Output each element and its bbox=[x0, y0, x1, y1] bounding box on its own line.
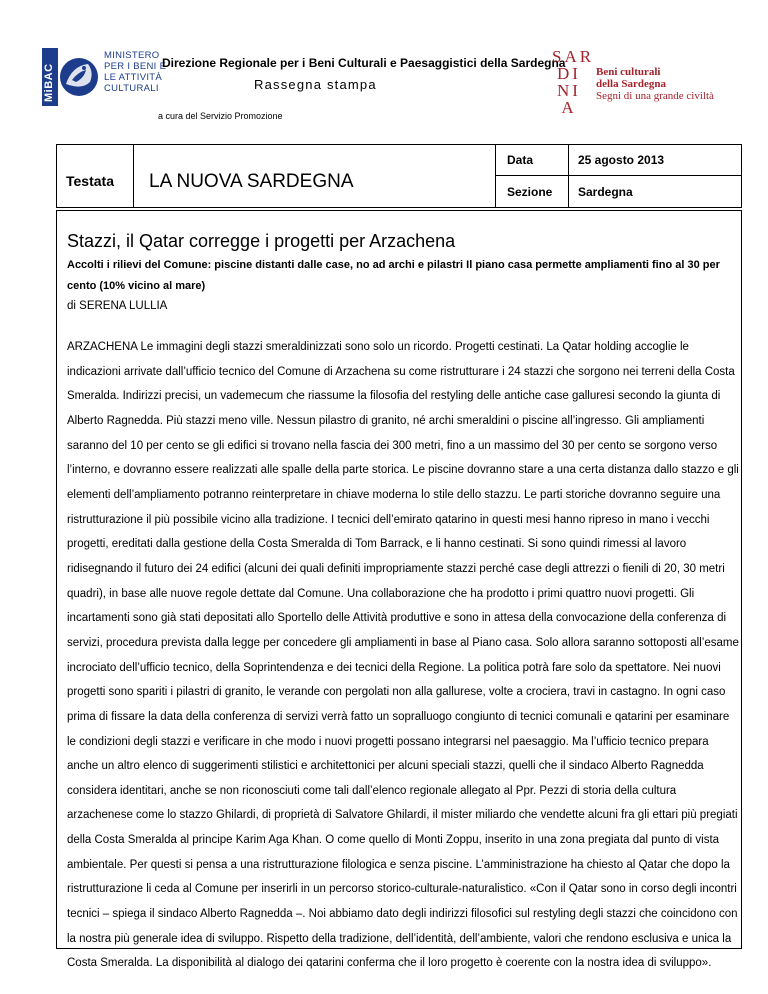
header-title: Direzione Regionale per i Beni Culturali e Paesaggistici della Sardegna bbox=[162, 56, 566, 70]
ministry-line: CULTURALI bbox=[104, 83, 159, 94]
sezione-label: Sezione bbox=[507, 185, 553, 199]
table-divider bbox=[495, 175, 742, 176]
sardinia-wordmark bbox=[552, 47, 595, 117]
ministry-emblem-icon bbox=[58, 54, 100, 100]
sardinia-line: SAR bbox=[552, 47, 595, 66]
beni-line: Beni culturali bbox=[596, 66, 661, 78]
meta-table bbox=[56, 144, 742, 208]
ministry-name bbox=[104, 50, 166, 94]
sardinia-line: DI bbox=[557, 64, 581, 83]
article-box bbox=[56, 210, 742, 970]
data-label: Data bbox=[507, 153, 534, 167]
beni-tagline: Segni di una grande civiltà bbox=[596, 90, 714, 102]
sardinia-line: A bbox=[561, 98, 577, 117]
table-divider bbox=[495, 145, 496, 207]
ministry-line: MINISTERO bbox=[104, 50, 160, 61]
article-author: di SERENA LULLIA bbox=[67, 300, 168, 312]
beni-line: della Sardegna bbox=[596, 78, 666, 90]
beni-culturali-text bbox=[596, 66, 714, 102]
table-divider bbox=[568, 145, 569, 207]
sezione-value: Sardegna bbox=[578, 185, 633, 199]
article-body: ARZACHENA Le immagini degli stazzi smeraldinizzati sono solo un ricordo. Progetti cestinati. La Qatar holding accoglie le indicazioni arrivate dall’ufficio tecnico del Comune di Arzachena su come ristrutturare i 24 stazzi che sorgono nei terreni della Costa Smeralda. Indirizzi precisi, un vademecum che riassume la filosofia del restyling delle antiche case galluresi secondo la giunta di Alberto Ragnedda. Più stazzi meno ville. Nessun pilastro di granito, né archi smeraldini o piscine all’ingresso. Gli ampliamenti saranno del 10 per cento se gli edifici si trovano nella fascia dei 300 metri, fino a un massimo del 30 per cento se sorgono verso l’interno, e dovranno essere realizzati alle spalle della parte storica. Le piscine dovranno stare a una certa distanza dallo stazzo e gli elementi dell’ampliamento potranno reinterpretare in chiave moderna lo stile dello stazzu. Le parti storiche dovranno seguire una ristrutturazione il più possibile vicino alla tradizione. I tecnici dell’emirato qatarino in questi mesi hanno ripreso in mano i vecchi progetti, ereditati dalla gestione della Costa Smeralda di Tom Barrack, e li hanno cestinati. Si sono quindi rimessi al lavoro ridisegnando il futuro dei 24 edifici (alcuni dei quali definiti impropriamente stazzi perché case degli attrezzi o fienili di 20, 30 metri quadri), in base alle nuove regole dettate dal Comune. Una collaborazione che ha prodotto i primi quattro nuovi progetti. Gli incartamenti sono già stati depositati allo Sportello delle Attività produttive e sono in attesa della convocazione della conferenza di servizi, procedura prevista dalla legge per concedere gli ampliamenti in base al Piano casa. Solo allora saranno sottoposti all’esame incrociato dell’ufficio tecnico, della Soprintendenza e dei tecnici della Regione. La politica potrà fare solo da spettatore. Nei nuovi progetti sono spariti i pilastri di granito, le verande con pergolati non alla gallurese, volte a crociera, travi in castagno. In ogni caso prima di fissare la data della conferenza di servizi verrà fatto un sopralluogo congiunto di tecnici comunali e qatarini per esaminare le condizioni degli stazzi e verificare in che modo i nuovi progetti possano integrarsi nel paesaggio. Ma l’ufficio tecnico prepara anche un altro elenco di suggerimenti stilistici e architettonici per alcuni speciali stazzi, quelli che il sindaco Alberto Ragnedda considera identitari, anche se non riconosciuti come tali dall’elenco regionale allegato al Ppr. Pezzi di storia della cultura arzachenese come lo stazzo Ghilardi, di proprietà di Salvatore Ghilardi, il mister miliardo che vendette alcuni fra gli ettari più pregiati della Costa Smeralda al principe Karim Aga Khan. O come quello di Monti Zoppu, inserito in una zona pregiata dal punto di vista ambientale. Per questi si pensa a una ristrutturazione filologica e senza piscine. L’amministrazione ha chiesto al Qatar che dopo la ristrutturazione li ceda al Comune per inserirli in un percorso storico-culturale-naturalistico. «Con il Qatar sono in corso degli incontri tecnici – spiega il sindaco Alberto Ragnedda –. Noi abbiamo dato degli indirizzi filosofici sul restyling degli stazzi che coincidono con la nostra più generale idea di sviluppo. Rispetto della tradizione, dell’identità, dell’ambiente, valori che rendono esclusiva e unica la Costa Smeralda. La disponibilità al dialogo dei qatarini conferma che il loro progetto è coerente con la nostra idea di sviluppo». bbox=[67, 341, 739, 970]
ministry-logo bbox=[42, 48, 167, 106]
mibac-logo-bar bbox=[42, 48, 58, 106]
article-title: Stazzi, il Qatar corregge i progetti per Arzachena bbox=[67, 231, 456, 251]
data-value: 25 agosto 2013 bbox=[578, 153, 665, 167]
curated-by: a cura del Servizio Promozione bbox=[158, 111, 283, 121]
header-subtitle: Rassegna stampa bbox=[254, 77, 377, 92]
ministry-line: PER I BENI E bbox=[104, 61, 167, 72]
testata-label: Testata bbox=[66, 173, 114, 189]
sardinia-logo bbox=[552, 47, 752, 117]
sardinia-line: NI bbox=[557, 81, 581, 100]
testata-value: LA NUOVA SARDEGNA bbox=[149, 171, 354, 192]
table-divider bbox=[133, 145, 134, 207]
article-subtitle: Accolti i rilievi del Comune: piscine distanti dalle case, no ad archi e pilastri Il piano casa permette ampliamenti fino al 30 per cento (10% vicino al mare) bbox=[67, 259, 720, 292]
ministry-line: LE ATTIVITÀ bbox=[104, 72, 163, 83]
mibac-logo-text: MiBAC bbox=[43, 63, 55, 102]
